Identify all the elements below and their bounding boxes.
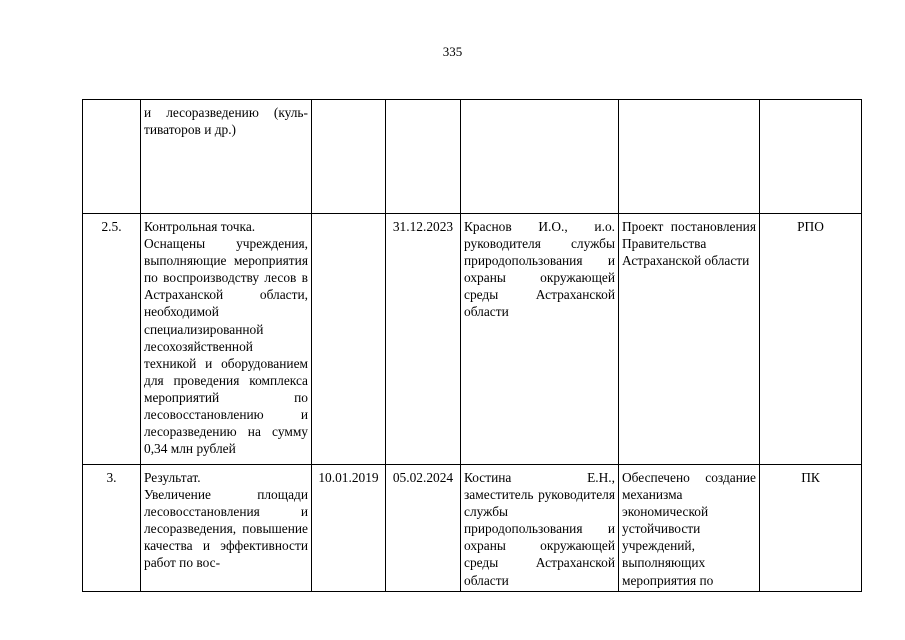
table-row xyxy=(83,100,862,214)
event-text: и лесоразведению (куль-тиваторов и др.) xyxy=(144,105,308,138)
responsible-person: Краснов И.О., и.о. руководителя службы природопользования и охраны окружающей среды Астраханской области xyxy=(461,214,619,465)
level-code: ПК xyxy=(760,465,862,592)
event-cell xyxy=(141,465,312,592)
page-number: 335 xyxy=(442,44,463,59)
event-cell xyxy=(141,100,312,214)
row-number xyxy=(83,100,141,214)
table-row xyxy=(83,465,862,592)
level-code: РПО xyxy=(760,214,862,465)
event-cell xyxy=(141,214,312,465)
end-date: 05.02.2024 xyxy=(386,465,461,592)
start-date: 10.01.2019 xyxy=(312,465,386,592)
result-description xyxy=(619,100,760,214)
responsible-person: Костина Е.Н., заместитель руководителя службы природопользования и охраны окружающей среды Астраханской области xyxy=(461,465,619,592)
level-code xyxy=(760,100,862,214)
table-row xyxy=(83,214,862,465)
responsible-person xyxy=(461,100,619,214)
plan-table xyxy=(82,99,862,592)
event-text: Увеличение площади лесовосстановления и лесоразведения, повышение качества и эффективности работ по вос- xyxy=(144,487,308,571)
result-description: Обеспечено создание механизма экономической устойчивости учреждений, выполняющих мероприятия по xyxy=(619,465,760,592)
event-text: Оснащены учреждения, выполняющие мероприятия по воспроизводству лесов в Астраханской области, необходимой специализированной лесохозяйственной техникой и оборудованием для проведения комплекса мероприятий по лесовосстановлению и лесоразведению на сумму 0,34 млн рублей xyxy=(144,236,308,457)
result-description: Проект постановления Правительства Астраханской области xyxy=(619,214,760,465)
row-number: 2.5. xyxy=(83,214,141,465)
row-number: 3. xyxy=(83,465,141,592)
end-date: 31.12.2023 xyxy=(386,214,461,465)
end-date xyxy=(386,100,461,214)
event-heading: Контрольная точка. xyxy=(144,219,256,234)
start-date xyxy=(312,100,386,214)
start-date xyxy=(312,214,386,465)
event-heading: Результат. xyxy=(144,470,201,485)
